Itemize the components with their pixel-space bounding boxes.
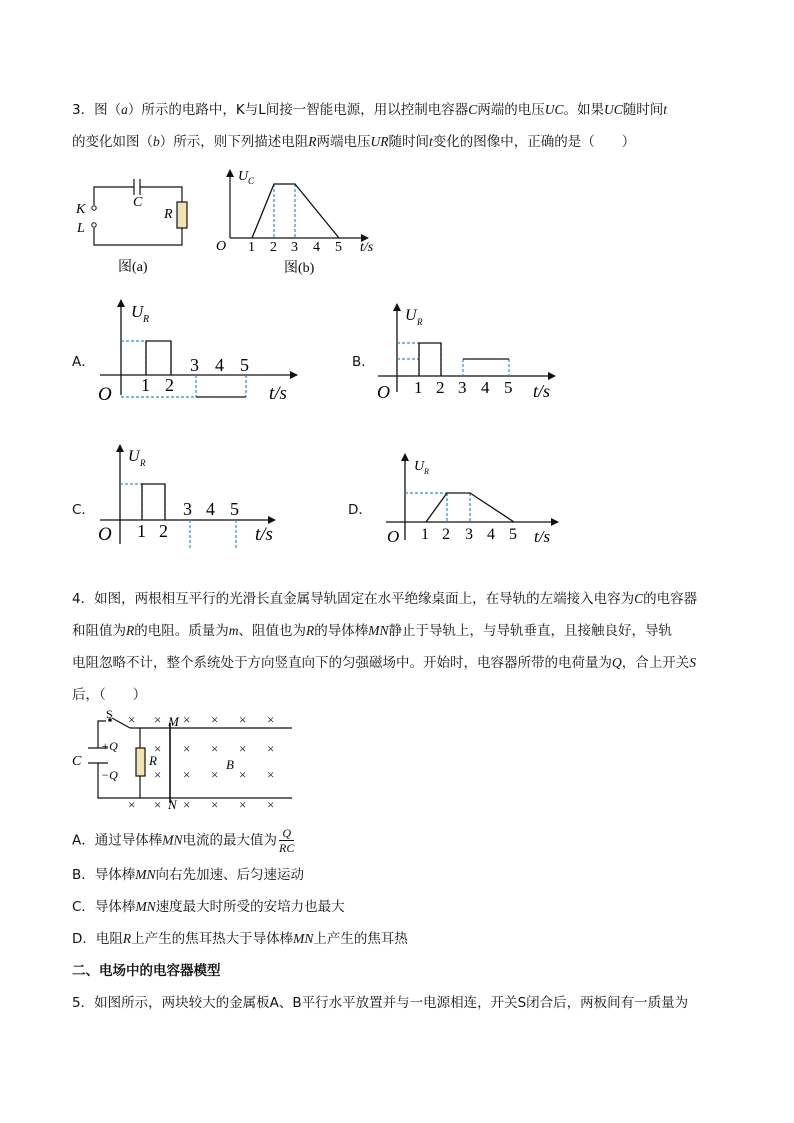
- svg-text:1: 1: [248, 240, 255, 255]
- svg-text:4: 4: [487, 526, 495, 543]
- svg-text:2: 2: [442, 526, 450, 543]
- svg-text:×: ×: [267, 712, 275, 727]
- svg-text:C: C: [72, 754, 82, 769]
- svg-text:O: O: [387, 527, 400, 546]
- svg-text:×: ×: [183, 767, 191, 782]
- label-L: L: [77, 221, 85, 236]
- svg-text:t/s: t/s: [360, 240, 374, 255]
- svg-text:O: O: [98, 524, 112, 545]
- svg-text:×: ×: [183, 741, 191, 756]
- svg-text:U: U: [405, 307, 417, 324]
- svg-text:t/s: t/s: [269, 383, 287, 404]
- q3-line-1: 3．图（a）所示的电路中，K与L间接一智能电源，用以控制电容器C两端的电压UC。如果UC随时间t: [72, 102, 668, 118]
- graph-option-b: [375, 300, 565, 405]
- q4-option-c: C．导体棒MN速度最大时所受的安培力也最大: [72, 899, 345, 915]
- svg-text:U: U: [238, 169, 249, 184]
- svg-text:×: ×: [211, 797, 219, 812]
- svg-text:×: ×: [239, 741, 247, 756]
- svg-text:4: 4: [206, 499, 215, 519]
- svg-text:×: ×: [154, 767, 162, 782]
- svg-text:4: 4: [481, 378, 490, 397]
- svg-text:3: 3: [291, 240, 298, 255]
- section-heading: 二、电场中的电容器模型: [72, 963, 221, 979]
- option-b-label: B．: [352, 354, 375, 370]
- svg-text:O: O: [216, 239, 227, 254]
- q4-option-b: B．导体棒MN向右先加速、后匀速运动: [72, 867, 305, 883]
- svg-text:×: ×: [154, 712, 162, 727]
- graph-uc-figure-b: [210, 162, 390, 280]
- svg-text:t/s: t/s: [255, 524, 273, 545]
- svg-text:1: 1: [421, 526, 429, 543]
- label-R: R: [164, 207, 173, 222]
- svg-text:×: ×: [128, 712, 136, 727]
- svg-text:图(b): 图(b): [284, 261, 315, 276]
- svg-text:U: U: [131, 302, 144, 321]
- svg-text:U: U: [128, 448, 140, 465]
- svg-text:−Q: −Q: [101, 768, 118, 782]
- svg-text:×: ×: [267, 741, 275, 756]
- svg-text:t/s: t/s: [533, 381, 551, 401]
- svg-text:1: 1: [141, 375, 150, 395]
- svg-text:×: ×: [183, 797, 191, 812]
- svg-text:×: ×: [183, 712, 191, 727]
- svg-text:3: 3: [183, 499, 192, 519]
- svg-text:×: ×: [211, 741, 219, 756]
- svg-text:×: ×: [128, 797, 136, 812]
- svg-text:B: B: [226, 757, 234, 772]
- label-C: C: [133, 195, 143, 210]
- fraction-q-over-rc: $\frac{Q}{RC}$: [279, 826, 295, 855]
- svg-text:2: 2: [159, 521, 168, 541]
- svg-text:R: R: [140, 458, 146, 468]
- graph-option-c: [95, 440, 285, 550]
- svg-text:2: 2: [436, 378, 445, 397]
- svg-text:S: S: [106, 708, 113, 721]
- caption-a: 图(a): [118, 260, 148, 275]
- svg-text:R: R: [424, 467, 429, 476]
- svg-text:×: ×: [239, 767, 247, 782]
- q3-line-2: 的变化如图（b）所示，则下列描述电阻R两端电压UR随时间t变化的图像中，正确的是（ ）: [72, 134, 636, 150]
- svg-text:×: ×: [267, 767, 275, 782]
- option-c-label: C．: [72, 502, 95, 518]
- svg-text:+Q: +Q: [101, 739, 118, 753]
- svg-text:3: 3: [465, 526, 473, 543]
- svg-text:1: 1: [137, 521, 146, 541]
- option-d-label: D．: [348, 502, 372, 518]
- rail-circuit-figure: [70, 708, 300, 816]
- svg-text:×: ×: [239, 797, 247, 812]
- svg-text:C: C: [248, 176, 255, 186]
- svg-text:×: ×: [154, 797, 162, 812]
- svg-text:M: M: [168, 714, 179, 729]
- svg-text:×: ×: [211, 767, 219, 782]
- svg-text:3: 3: [458, 378, 467, 397]
- svg-text:U: U: [414, 459, 425, 474]
- option-a-label: A．: [72, 354, 95, 370]
- svg-text:5: 5: [335, 240, 342, 255]
- q4-line-1: 4．如图，两根相互平行的光滑长直金属导轨固定在水平绝缘桌面上，在导轨的左端接入电容为C的电容器: [72, 591, 698, 607]
- graph-option-d: [380, 450, 570, 550]
- svg-text:1: 1: [414, 378, 423, 397]
- svg-text:4: 4: [215, 355, 224, 375]
- svg-text:2: 2: [165, 375, 174, 395]
- graph-option-a: [95, 295, 305, 405]
- q4-line-2: 和阻值为R的电阻。质量为m、阻值也为R的导体棒MN静止于导轨上，与导轨垂直，且接触良好，导轨: [72, 623, 672, 639]
- svg-text:4: 4: [313, 240, 320, 255]
- svg-text:3: 3: [190, 355, 199, 375]
- q5-line-1: 5．如图所示，两块较大的金属板A、B平行水平放置并与一电源相连，开关S闭合后，两板间有一质量为: [72, 995, 689, 1011]
- label-K: K: [76, 202, 86, 217]
- svg-text:N: N: [168, 797, 177, 812]
- q4-line-4: 后，（ ）: [72, 687, 147, 703]
- svg-text:×: ×: [267, 797, 275, 812]
- q4-option-a: A．通过导体棒MN电流的最大值为 $\frac{Q}{RC}$: [72, 826, 295, 855]
- svg-text:R: R: [417, 317, 423, 327]
- svg-text:2: 2: [270, 240, 277, 255]
- svg-text:5: 5: [509, 526, 517, 543]
- svg-text:O: O: [377, 382, 390, 402]
- q4-option-d: D．电阻R上产生的焦耳热大于导体棒MN上产生的焦耳热: [72, 931, 408, 947]
- svg-text:t/s: t/s: [534, 527, 551, 546]
- svg-text:×: ×: [211, 712, 219, 727]
- svg-text:5: 5: [240, 355, 249, 375]
- svg-text:R: R: [143, 314, 150, 325]
- svg-text:×: ×: [239, 712, 247, 727]
- circuit-figure-a: [70, 170, 200, 280]
- svg-text:5: 5: [504, 378, 513, 397]
- svg-text:5: 5: [230, 499, 239, 519]
- svg-text:R: R: [149, 753, 157, 768]
- q4-line-3: 电阻忽略不计，整个系统处于方向竖直向下的匀强磁场中。开始时，电容器所带的电荷量为Q，合上开关S: [72, 655, 696, 671]
- svg-text:×: ×: [154, 741, 162, 756]
- svg-text:O: O: [98, 384, 112, 405]
